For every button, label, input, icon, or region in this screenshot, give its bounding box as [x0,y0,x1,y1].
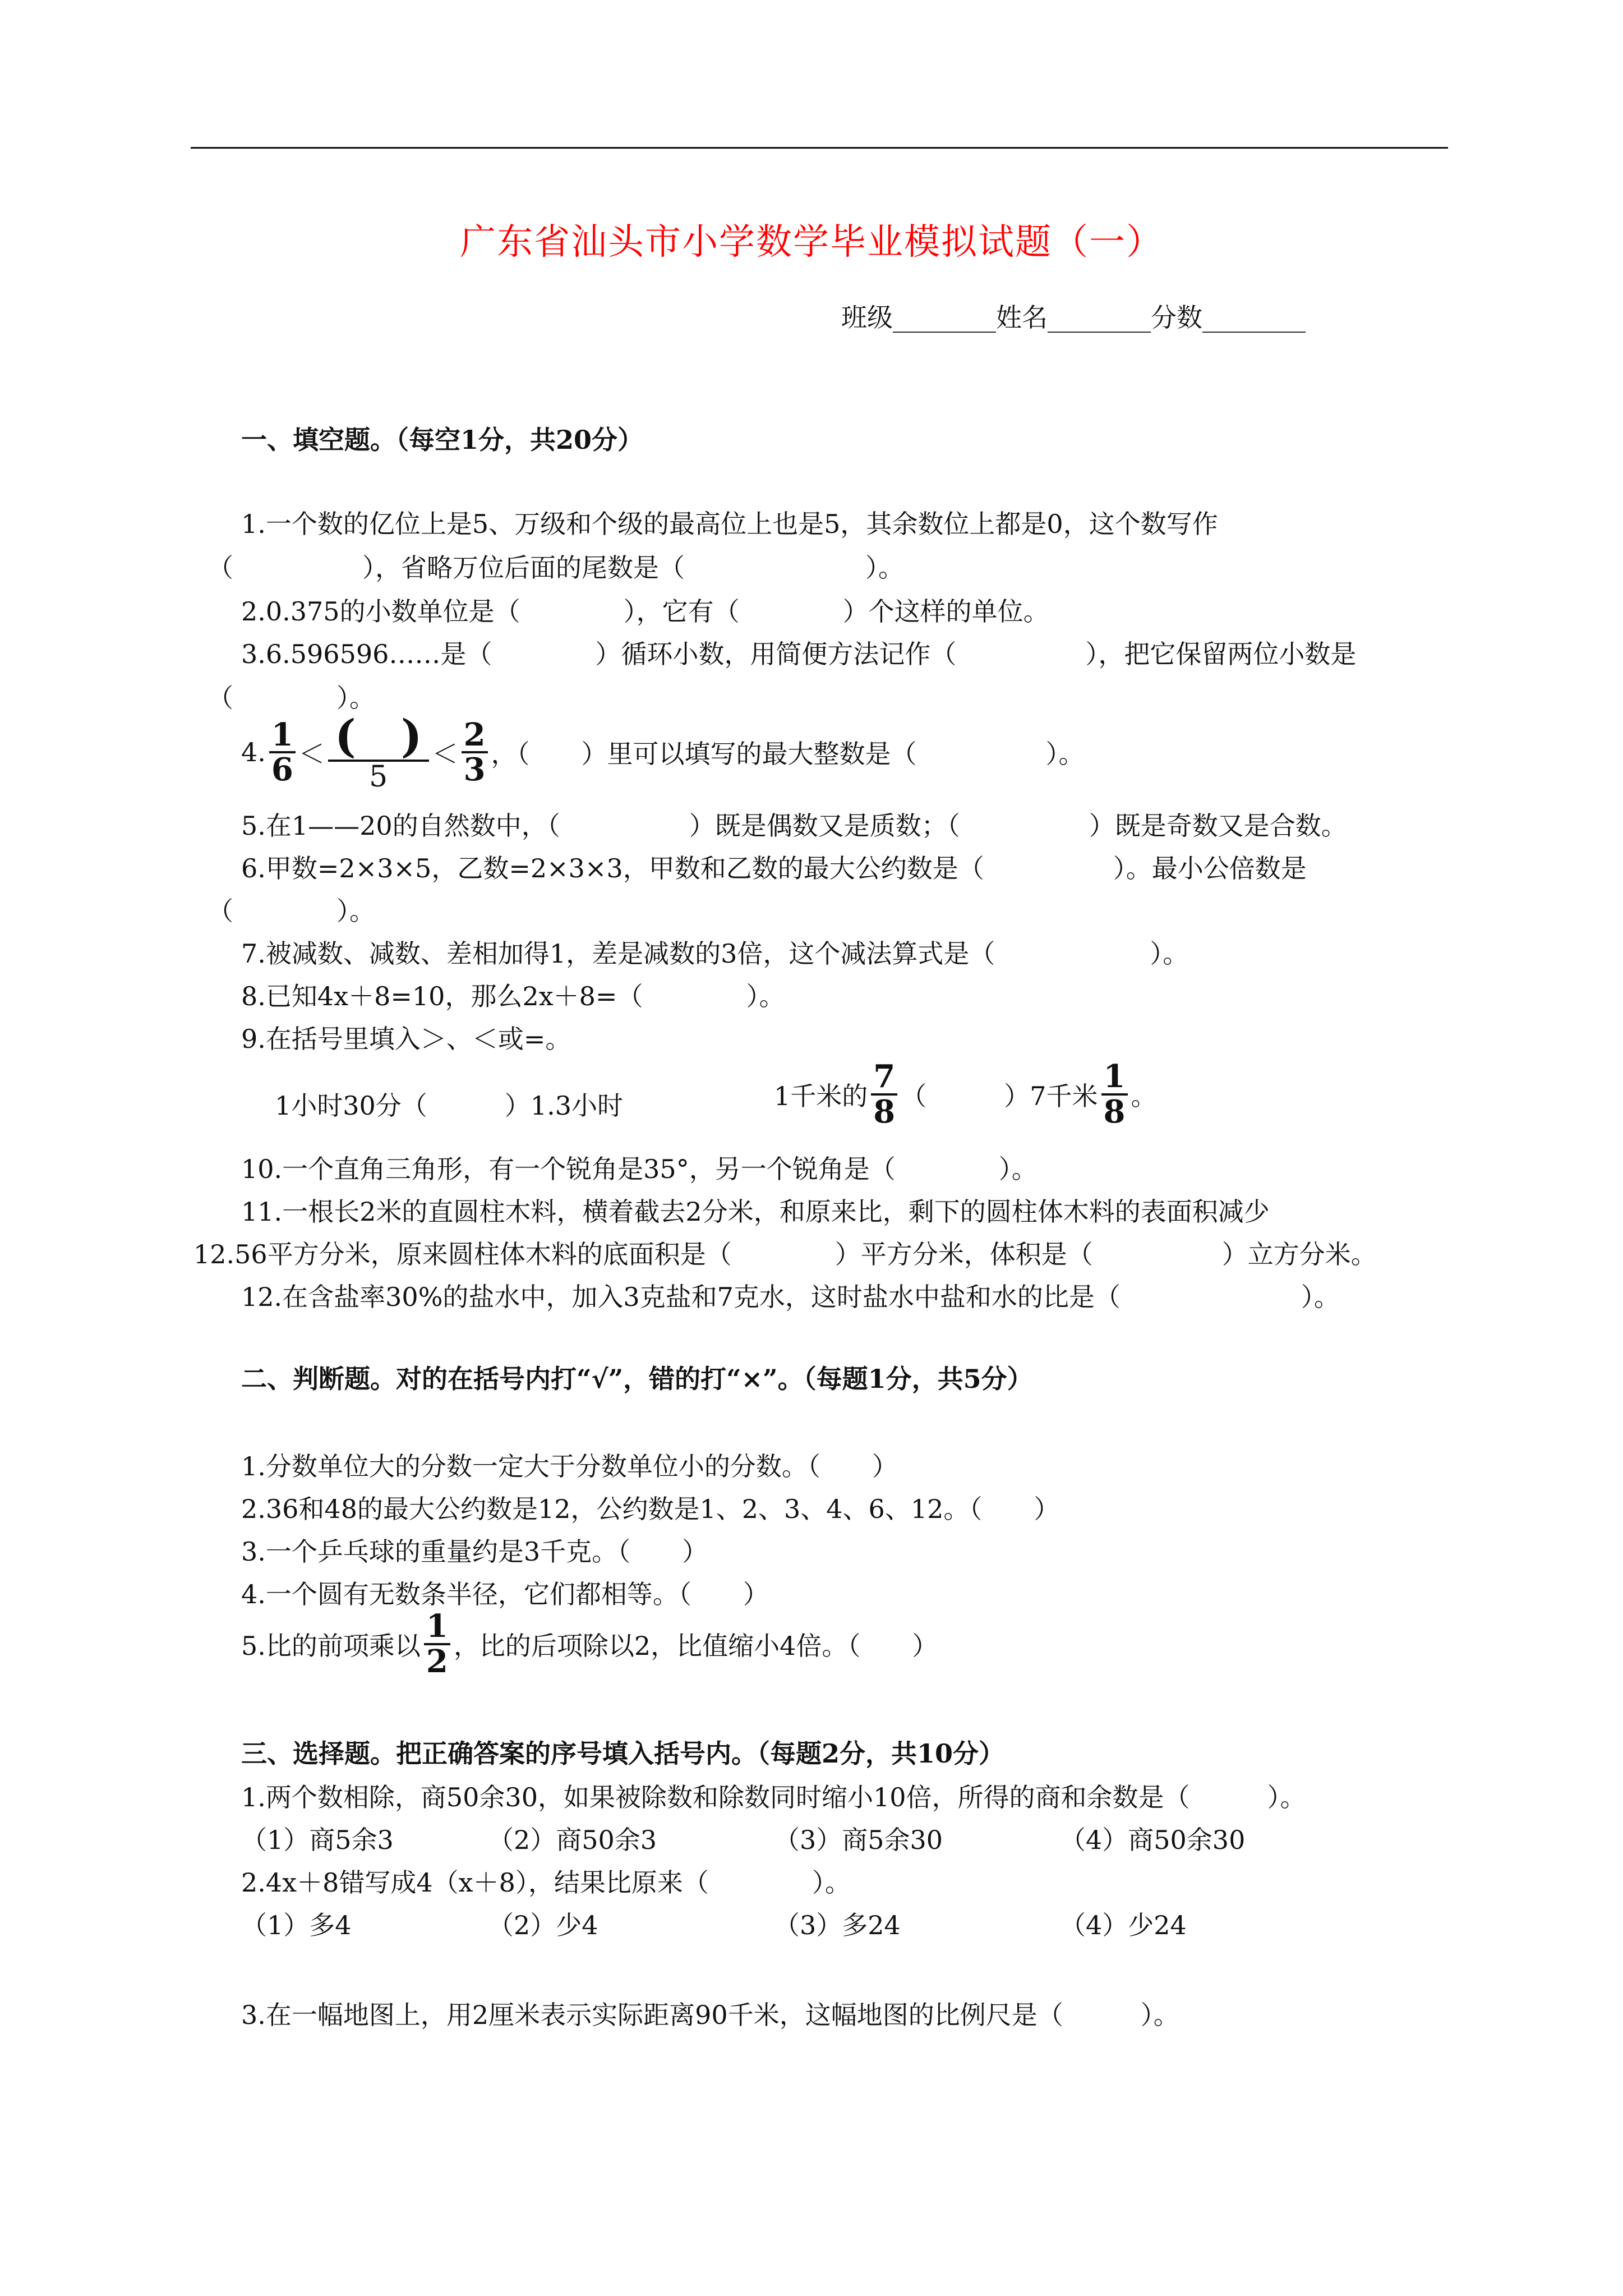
s3-q1-option-2: （2）商50余3 [488,1825,657,1855]
s2-q5-prefix: 5.比的前项乘以 [241,1630,421,1661]
s2-q3: 3.一个乒乓球的重量约是3千克。（ ） [241,1536,708,1567]
s3-q1-option-4: （4）商50余30 [1060,1825,1246,1855]
q4-f3-numerator: 2 [462,719,488,754]
s1-q10: 10.一个直角三角形，有一个锐角是35°，另一个锐角是（ ）。 [241,1154,1038,1184]
q4-f1-numerator: 1 [269,719,296,754]
q4-rest: ，（ ）里可以填写的最大整数是（ ）。 [491,739,1085,770]
s3-q2-option-4: （4）少24 [1060,1910,1187,1940]
q4-prefix: 4. [241,737,266,768]
q9b-f1-numerator: 7 [871,1060,897,1096]
s2-q4: 4.一个圆有无数条半径，它们都相等。（ ） [241,1579,769,1609]
s1-q8: 8.已知4x＋8=10，那么2x＋8=（ ）。 [241,981,785,1011]
q9b-f1-denominator: 8 [873,1093,896,1130]
q4-f2-numerator: ( ) [328,712,429,762]
s1-q11-line2: 12.56平方分米，原来圆柱体木料的底面积是（ ）平方分米，体积是（ ）立方分米。 [193,1239,1377,1269]
s2-q5-numerator: 1 [424,1610,450,1645]
s1-q9-item-a: 1小时30分（ ）1.3小时 [275,1091,623,1121]
s1-q12: 12.在含盐率30%的盐水中，加入3克盐和7克水，这时盐水中盐和水的比是（ ）。 [241,1282,1340,1312]
s1-q1-line1: 1.一个数的亿位上是5、万级和个级的最高位上也是5，其余数位上都是0，这个数写作 [241,509,1218,539]
s2-q5 [241,1610,938,1678]
s1-q9-item-b [774,1060,1157,1129]
s3-q1-option-1: （1）商5余3 [241,1825,394,1855]
s1-q5: 5.在1——20的自然数中，（ ）既是偶数又是质数；（ ）既是奇数又是合数。 [241,811,1347,841]
s1-q9: 9.在括号里填入＞、＜或=。 [241,1024,571,1054]
s2-q1: 1.分数单位大的分数一定大于分数单位小的分数。（ ） [241,1451,898,1481]
s2-q2: 2.36和48的最大公约数是12，公约数是1、2、3、4、6、12。（ ） [241,1494,1060,1524]
q4-less-than-2: ＜ [432,739,458,770]
q4-f1-denominator: 6 [271,751,293,789]
header-rule [191,147,1448,149]
s2-q5-denominator: 2 [426,1642,448,1680]
s3-q1: 1.两个数相除，商50余30，如果被除数和除数同时缩小10倍，所得的商和余数是（ ）。 [241,1782,1306,1812]
q9b-end: 。 [1131,1080,1157,1111]
s1-q2: 2.0.375的小数单位是（ ），它有（ ）个这样的单位。 [241,596,1049,627]
q9b-middle: （ ）7千米 [901,1080,1098,1111]
s3-q2-option-1: （1）多4 [241,1910,352,1940]
s1-q3-line1: 3.6.596596……是（ ）循环小数，用简便方法记作（ ），把它保留两位小数是 [241,639,1357,669]
q9b-f2-denominator: 8 [1103,1093,1126,1130]
s3-q2-option-2: （2）少4 [488,1910,598,1940]
q4-f3-denominator: 3 [463,751,486,789]
q4-fraction-2 [328,712,429,793]
s3-q2: 2.4x＋8错写成4（x＋8），结果比原来（ ）。 [241,1867,851,1898]
s2-q5-rest: ，比的后项除以2，比值缩小4倍。（ ） [453,1630,938,1661]
section-2-heading: 二、判断题。对的在括号内打“√”，错的打“×”。（每题1分，共5分） [241,1364,1033,1394]
q4-fraction-1 [269,716,296,789]
s2-q5-fraction [424,1610,450,1678]
q9b-f2-numerator: 1 [1101,1060,1128,1096]
q4-fraction-3 [462,716,488,789]
student-info-line: 班级________姓名________分数________ [841,302,1306,333]
section-3-heading: 三、选择题。把正确答案的序号填入括号内。（每题2分，共10分） [241,1738,1005,1769]
q9b-prefix: 1千米的 [774,1080,868,1111]
q9b-fraction-2 [1101,1060,1128,1129]
s1-q6-line1: 6.甲数=2×3×5，乙数=2×3×3，甲数和乙数的最大公约数是（ ）。最小公倍数是 [241,853,1307,884]
q9b-fraction-1 [871,1060,897,1129]
s1-q11-line1: 11.一根长2米的直圆柱木料，横着截去2分米，和原来比，剩下的圆柱体木料的表面积减少 [241,1197,1270,1227]
s1-q4 [241,712,1085,793]
q4-less-than-1: ＜ [298,739,325,770]
s3-q1-option-3: （3）商5余30 [774,1825,943,1855]
s3-q2-option-3: （3）多24 [774,1910,901,1940]
s1-q7: 7.被减数、减数、差相加得1，差是减数的3倍，这个减法算式是（ ）。 [241,938,1189,969]
q4-f2-denominator: 5 [369,760,388,794]
s1-q3-line2: （ ）。 [208,683,375,713]
page-title: 广东省汕头市小学数学毕业模拟试题（一） [460,222,1163,263]
s1-q6-line2: （ ）。 [208,896,375,926]
s1-q1-line2: （ ），省略万位后面的尾数是（ ）。 [208,553,904,583]
section-1-heading: 一、填空题。（每空1分，共20分） [241,425,644,455]
s3-q3: 3.在一幅地图上，用2厘米表示实际距离90千米，这幅地图的比例尺是（ ）。 [241,2000,1179,2030]
